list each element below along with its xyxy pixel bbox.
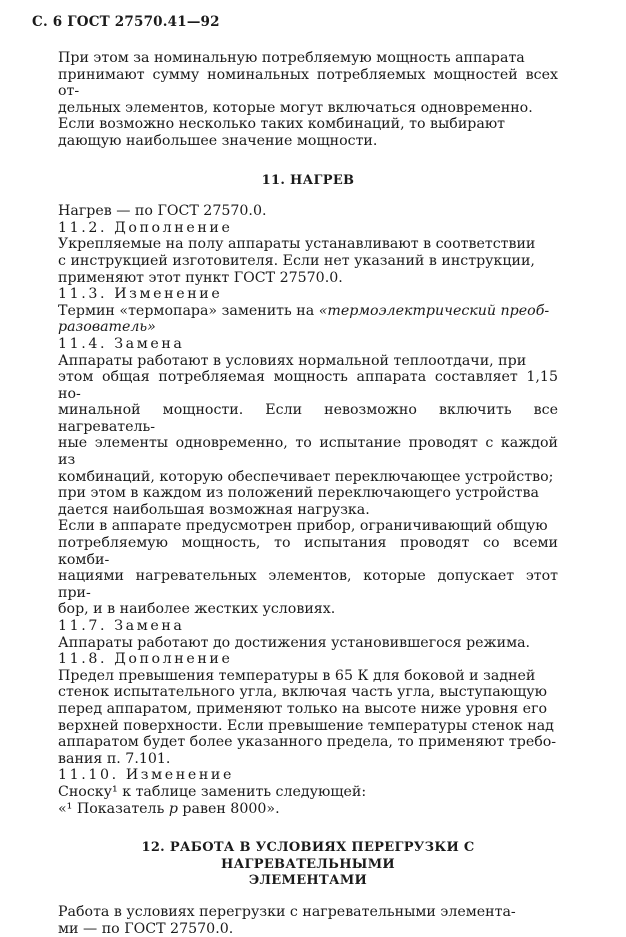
- paragraph-line: [58, 303, 558, 320]
- paragraph-line: Если в аппарате предусмотрен прибор, ограничивающий общую: [58, 518, 558, 535]
- paragraph-line: потребляемую мощность, то испытания проводят со всеми комби-: [58, 535, 558, 568]
- paragraph-line: верхней поверхности. Если превышение температуры стенок над: [58, 718, 558, 735]
- paragraph-line: разователь»: [58, 319, 558, 336]
- paragraph-line: при этом в каждом из положений переключающего устройства: [58, 485, 558, 502]
- paragraph-line: вания п. 7.101.: [58, 751, 558, 768]
- paragraph-line: нациями нагревательных элементов, которые допускает этот при-: [58, 568, 558, 601]
- text-run: равен 8000».: [178, 801, 280, 817]
- section-11-title: 11. НАГРЕВ: [58, 173, 558, 190]
- paragraph-line: ные элементы одновременно, то испытание проводят с каждой из: [58, 435, 558, 468]
- clause-11-2-label: 11.2. Дополнение: [58, 220, 558, 237]
- paragraph-line: комбинаций, которую обеспечивает переключающее устройство;: [58, 469, 558, 486]
- text-run: «¹ Показатель: [58, 801, 169, 817]
- section-12-title: ЭЛЕМЕНТАМИ: [58, 873, 558, 890]
- paragraph-line: дельных элементов, которые могут включаться одновременно.: [58, 100, 558, 117]
- text-run: Термин «термопара» заменить на: [58, 303, 319, 319]
- paragraph-line: дающую наибольшее значение мощности.: [58, 133, 558, 150]
- paragraph-line: Работа в условиях перегрузки с нагревательными элемента-: [58, 904, 558, 921]
- clause-11-3-label: 11.3. Изменение: [58, 286, 558, 303]
- paragraph-line: При этом за номинальную потребляемую мощность аппарата: [58, 50, 558, 67]
- paragraph-line: Сноску¹ к таблице заменить следующей:: [58, 784, 558, 801]
- italic-symbol: p: [169, 801, 178, 817]
- section-11-intro: Нагрев — по ГОСТ 27570.0.: [58, 203, 558, 220]
- page-content: [58, 50, 558, 937]
- paragraph-line: принимают сумму номинальных потребляемых мощностей всех от-: [58, 67, 558, 100]
- paragraph-line: Если возможно несколько таких комбинаций, то выбирают: [58, 116, 558, 133]
- clause-11-10-label: 11.10. Изменение: [58, 767, 558, 784]
- paragraph-line: применяют этот пункт ГОСТ 27570.0.: [58, 270, 558, 287]
- paragraph-line: этом общая потребляемая мощность аппарата составляет 1,15 но-: [58, 369, 558, 402]
- paragraph-line: стенок испытательного угла, включая часть угла, выступающую: [58, 684, 558, 701]
- paragraph-line: аппаратом будет более указанного предела, то применяют требо-: [58, 734, 558, 751]
- clause-11-4-label: 11.4. Замена: [58, 336, 558, 353]
- paragraph-line: с инструкцией изготовителя. Если нет указаний в инструкции,: [58, 253, 558, 270]
- paragraph-line: дается наибольшая возможная нагрузка.: [58, 502, 558, 519]
- paragraph-line: минальной мощности. Если невозможно включить все нагреватель-: [58, 402, 558, 435]
- italic-term: «термоэлектрический преоб-: [319, 303, 549, 319]
- paragraph-line: [58, 801, 558, 818]
- section-12-title: 12. РАБОТА В УСЛОВИЯХ ПЕРЕГРУЗКИ С НАГРЕВАТЕЛЬНЫМИ: [58, 840, 558, 873]
- paragraph-line: Аппараты работают до достижения установившегося режима.: [58, 635, 558, 652]
- clause-11-8-label: 11.8. Дополнение: [58, 651, 558, 668]
- paragraph-line: Предел превышения температуры в 65 К для боковой и задней: [58, 668, 558, 685]
- paragraph-line: перед аппаратом, применяют только на высоте ниже уровня его: [58, 701, 558, 718]
- paragraph-line: Укрепляемые на полу аппараты устанавливают в соответствии: [58, 236, 558, 253]
- paragraph-line: ми — по ГОСТ 27570.0.: [58, 921, 558, 937]
- clause-11-7-label: 11.7. Замена: [58, 618, 558, 635]
- paragraph-line: бор, и в наиболее жестких условиях.: [58, 601, 558, 618]
- paragraph-line: Аппараты работают в условиях нормальной теплоотдачи, при: [58, 353, 558, 370]
- page-header: С. 6 ГОСТ 27570.41—92: [32, 14, 220, 30]
